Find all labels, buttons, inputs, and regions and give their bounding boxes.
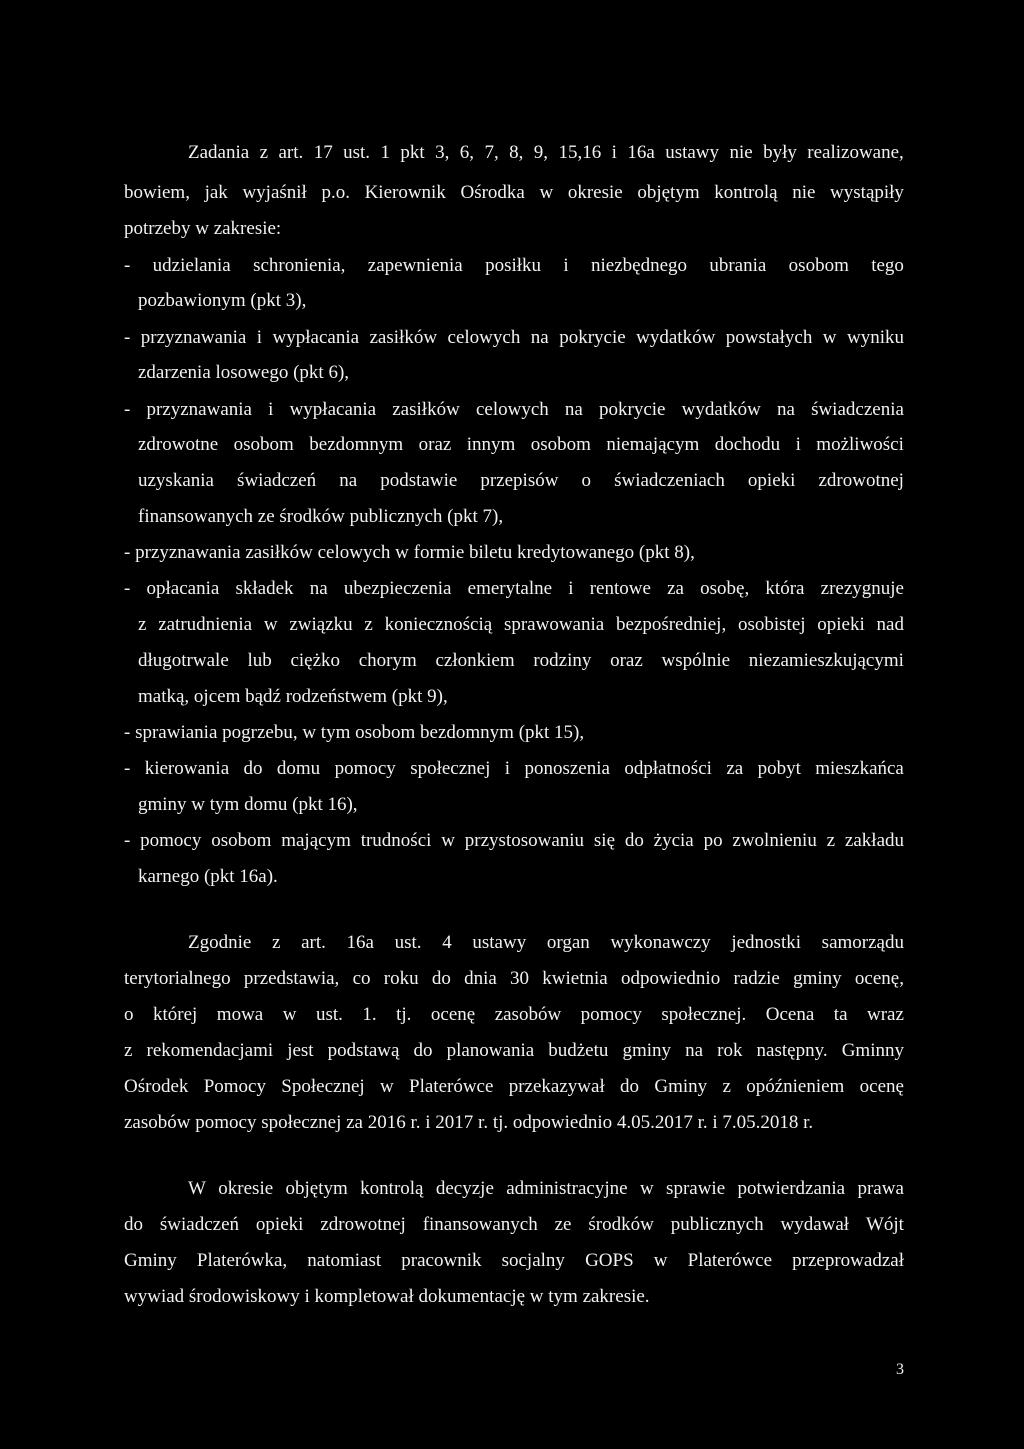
paragraph-1-line: - przyznawania zasiłków celowych w formie biletu kredytowanego (pkt 8), (124, 542, 695, 563)
paragraph-1-line: matką, ojcem bądź rodzeństwem (pkt 9), (138, 686, 448, 707)
paragraph-1-line: Zadania z art. 17 ust. 1 pkt 3, 6, 7, 8, 9, 15,16 i 16a ustawy nie były realizowane, (188, 142, 904, 163)
paragraph-1-line: z zatrudnienia w związku z koniecznością sprawowania bezpośredniej, osobistej opieki nad (138, 614, 904, 635)
paragraph-3-line: do świadczeń opieki zdrowotnej finansowanych ze środków publicznych wydawał Wójt (124, 1214, 904, 1235)
paragraph-1-line: potrzeby w zakresie: (124, 218, 282, 239)
paragraph-1-line: karnego (pkt 16a). (138, 866, 278, 887)
paragraph-1-line: zdarzenia losowego (pkt 6), (138, 362, 350, 383)
paragraph-1-line: - pomocy osobom mającym trudności w przystosowaniu się do życia po zwolnieniu z zakładu (124, 830, 904, 851)
paragraph-2-line: o której mowa w ust. 1. tj. ocenę zasobów pomocy społecznej. Ocena ta wraz (124, 1004, 904, 1025)
paragraph-1-line: gminy w tym domu (pkt 16), (138, 794, 358, 815)
paragraph-1-line: - opłacania składek na ubezpieczenia emerytalne i rentowe za osobę, która zrezygnuje (124, 578, 904, 599)
paragraph-3-line: W okresie objętym kontrolą decyzje administracyjne w sprawie potwierdzania prawa (188, 1178, 904, 1199)
paragraph-2-line: Ośrodek Pomocy Społecznej w Platerówce przekazywał do Gminy z opóźnieniem ocenę (124, 1076, 904, 1097)
paragraph-1-line: - kierowania do domu pomocy społecznej i ponoszenia odpłatności za pobyt mieszkańca (124, 758, 904, 779)
paragraph-2-line: Zgodnie z art. 16a ust. 4 ustawy organ wykonawczy jednostki samorządu (188, 932, 904, 953)
paragraph-1-line: pozbawionym (pkt 3), (138, 290, 307, 311)
paragraph-1-line: zdrowotne osobom bezdomnym oraz innym osobom niemającym dochodu i możliwości (138, 434, 904, 455)
paragraph-3-line: wywiad środowiskowy i kompletował dokumentację w tym zakresie. (124, 1286, 650, 1307)
paragraph-2-line: z rekomendacjami jest podstawą do planowania budżetu gminy na rok następny. Gminny (124, 1040, 904, 1061)
paragraph-1-line: długotrwale lub ciężko chorym członkiem rodziny oraz wspólnie niezamieszkującymi (138, 650, 904, 671)
page-number: 3 (896, 1361, 904, 1378)
paragraph-1-line: - przyznawania i wypłacania zasiłków celowych na pokrycie wydatków na świadczenia (124, 399, 904, 420)
paragraph-1-line: bowiem, jak wyjaśnił p.o. Kierownik Ośrodka w okresie objętym kontrolą nie wystąpiły (124, 182, 904, 203)
paragraph-2-line: zasobów pomocy społecznej za 2016 r. i 2017 r. tj. odpowiednio 4.05.2017 r. i 7.05.2018 r. (124, 1112, 814, 1133)
paragraph-1-line: - przyznawania i wypłacania zasiłków celowych na pokrycie wydatków powstałych w wyniku (124, 327, 904, 348)
paragraph-3-line: Gminy Platerówka, natomiast pracownik socjalny GOPS w Platerówce przeprowadzał (124, 1250, 904, 1271)
paragraph-1-line: - sprawiania pogrzebu, w tym osobom bezdomnym (pkt 15), (124, 722, 585, 743)
paragraph-1-line: - udzielania schronienia, zapewnienia posiłku i niezbędnego ubrania osobom tego (124, 255, 904, 276)
paragraph-1-line: finansowanych ze środków publicznych (pkt 7), (138, 506, 504, 527)
paragraph-2-line: terytorialnego przedstawia, co roku do dnia 30 kwietnia odpowiednio radzie gminy ocenę, (124, 968, 904, 989)
paragraph-1-line: uzyskania świadczeń na podstawie przepisów o świadczeniach opieki zdrowotnej (138, 470, 904, 491)
